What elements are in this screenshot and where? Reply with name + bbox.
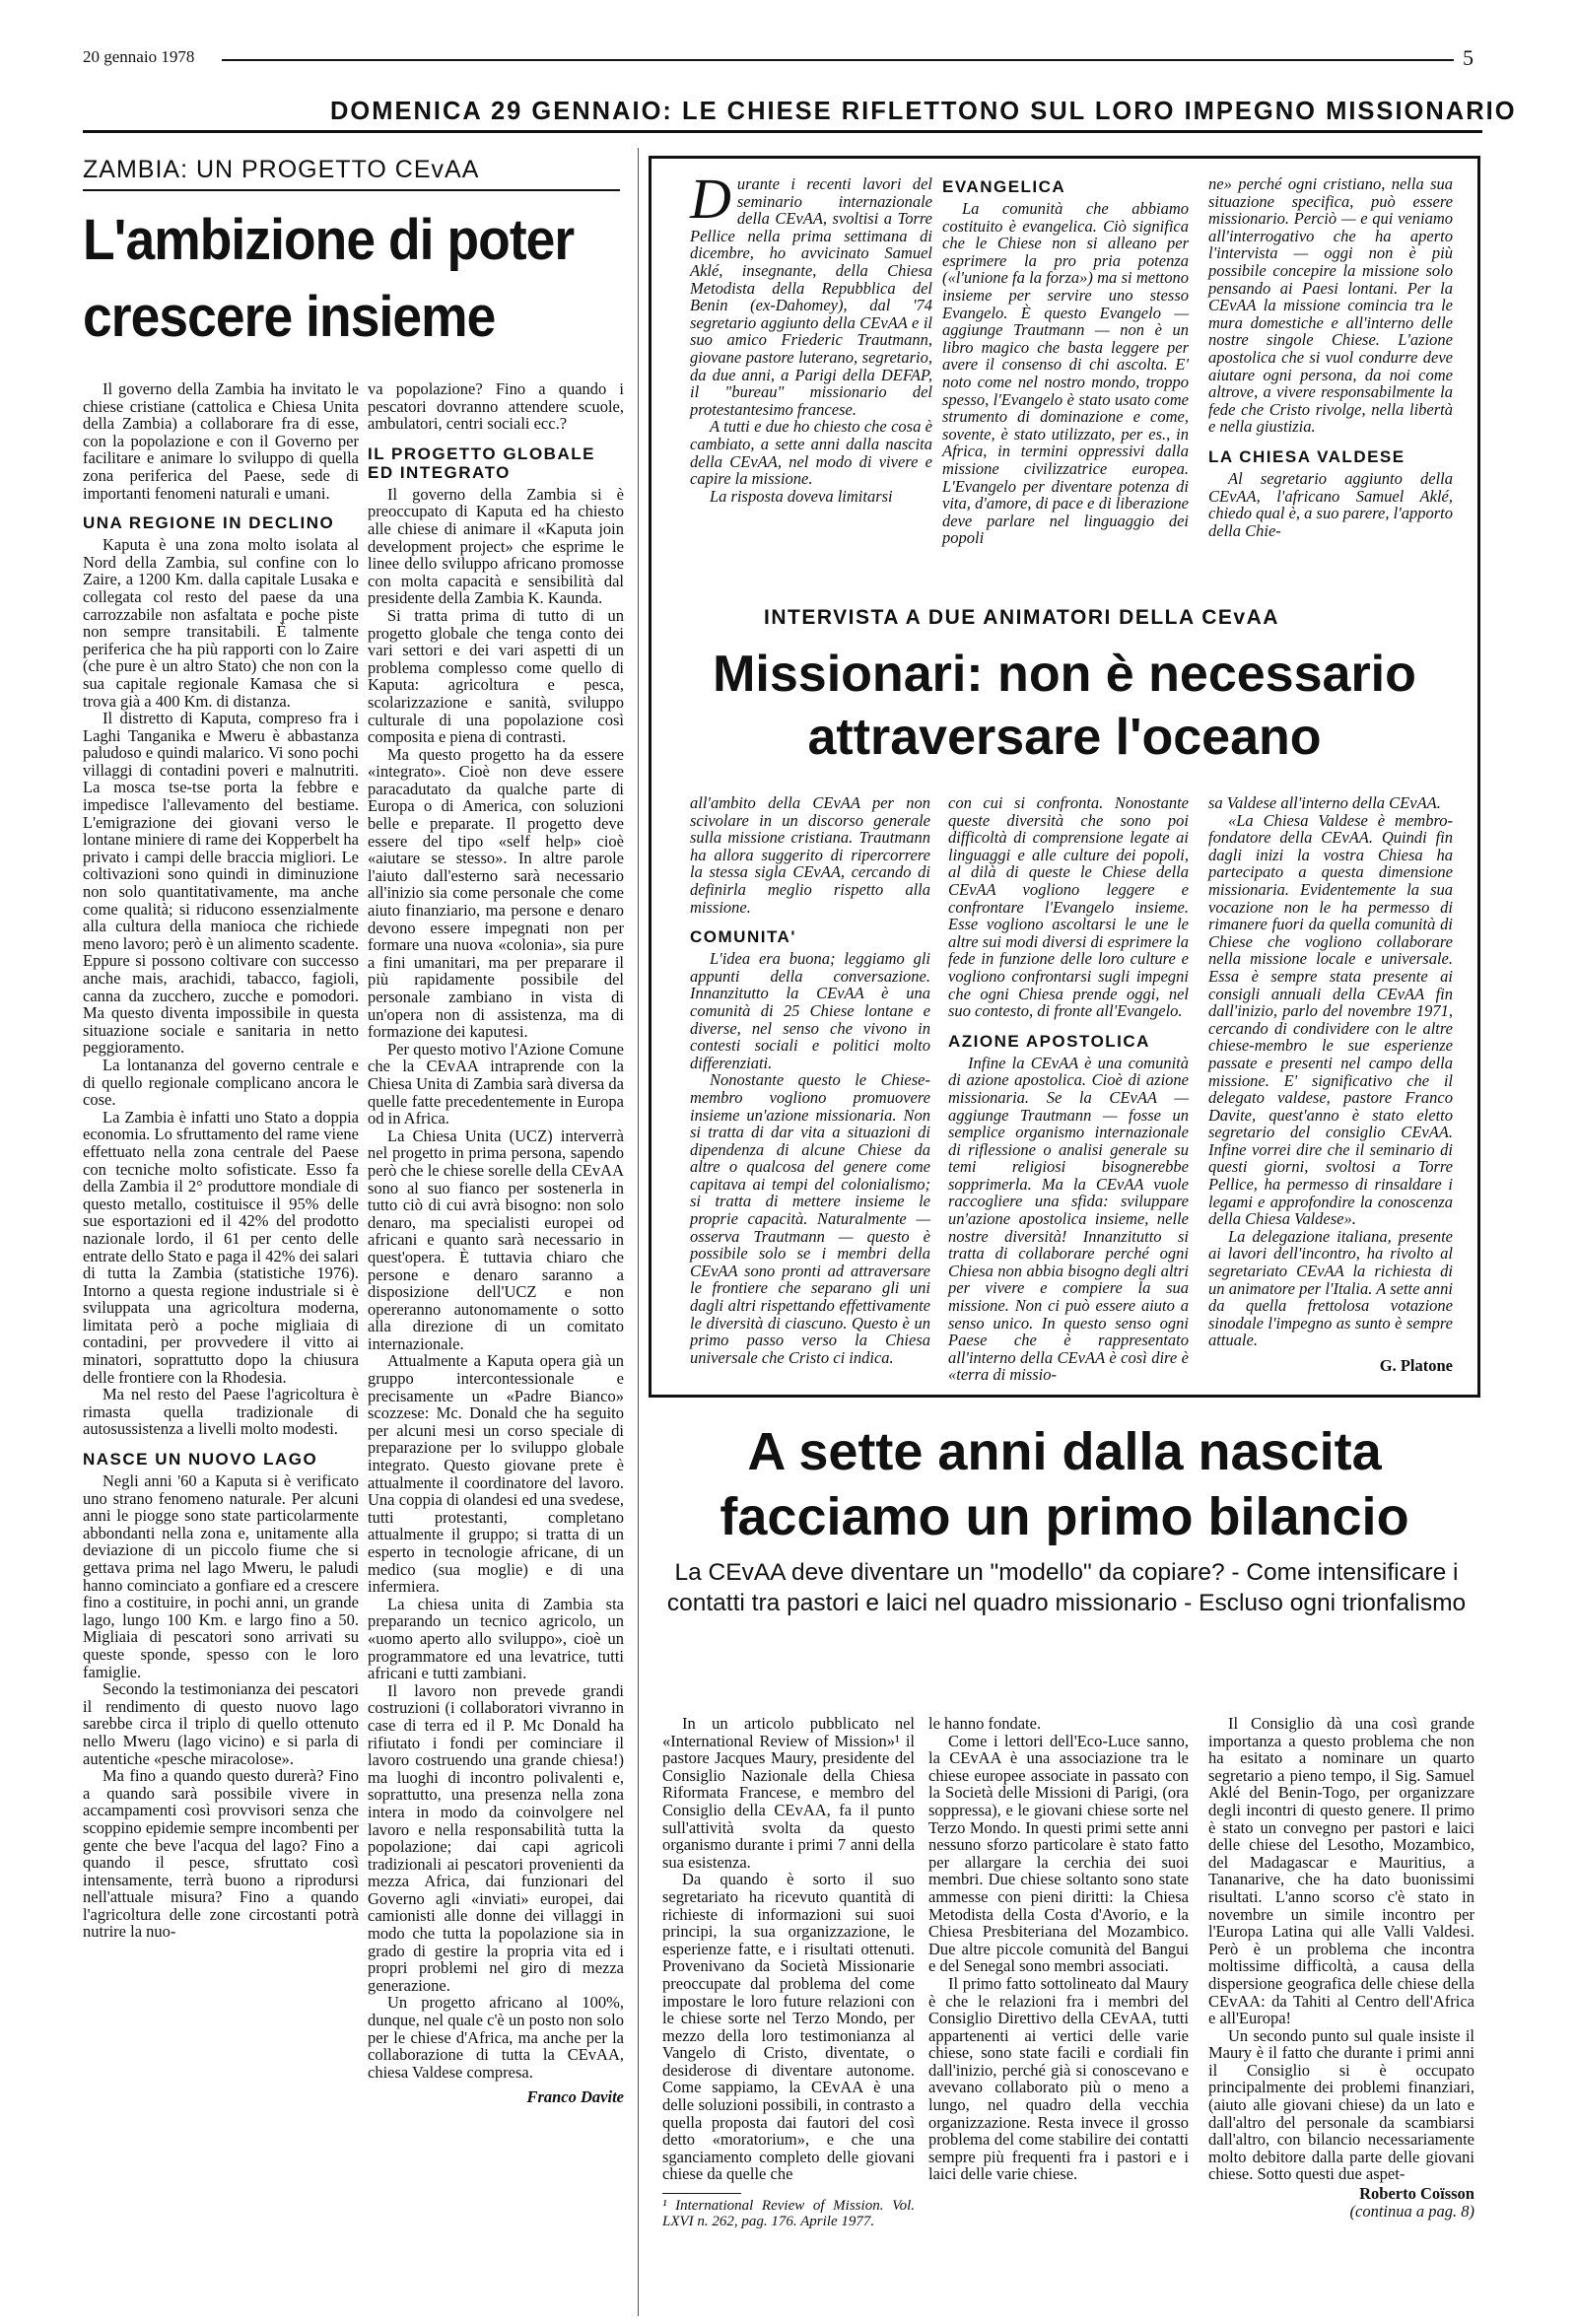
zambia-paragraph: Ma nel resto del Paese l'agricoltura è rimasta quella tradizionale di autosussistenza a livelli molto modesti. <box>83 1385 359 1439</box>
zambia-paragraph: Ma questo progetto ha da essere «integrato». Cioè non deve essere paracadutato da qualche parte di Europa o di America, con soluzioni belle e preparate. Il progetto deve essere del tipo «self help» cioè «aiutare se stesso». In altre parole l'aiuto dall'esterno sarà necessario all'inizio sia come personale che come aiuto finanziario, ma persone e denaro devono essere impegnati non per formare una nuova «colonia», sia pure a fini umanitari, ma per preparare il più rapidamente possibile del personale zambiano in vista di un'opera non di assistenza, ma di formazione dei kaputesi. <box>368 744 624 1042</box>
interview-paragraph: ne» perché ogni cristiano, nella sua situazione specifica, può essere missionario. Perciò — e qui veniamo all'interrogativo che ha aperto l'intervista — oggi non è più possibile concepire la missione solo pensando ai Paesi lontani. Per la CEvAA la missione comincia tra le mura domestiche e all'interno delle nostre singole Chiese. L'azione apostolica che si vuol condurre deve aiutare ogni persona, da noi come altrove, a vivere responsabilmente la fede che Cristo rivolge, nella libertà e nella giustizia. <box>1208 174 1453 437</box>
interview-headline-line1: Missionari: non è necessario <box>713 646 1416 703</box>
zambia-subhead-progetto: IL PROGETTO GLOBALE ED INTEGRATO <box>368 444 595 482</box>
zambia-signature: Franco Davite <box>526 2087 624 2107</box>
zambia-paragraph: Negli anni '60 a Kaputa si è verificato uno strano fenomeno naturale. Per alcuni anni le piogge sono state particolarmente abbondanti nella zona e, unitamente alla deviazione di un piccolo fiume che si gettava prima nel lago Mweru, le paludi hanno cominciato a gonfiare ed a crescere fino a costituire, in pochi anni, un grande lago, lungo 100 Km. e largo fino a 50. Migliaia di pescatori sono arrivati su queste sponde, spesso con le loro famiglie. <box>83 1471 359 1681</box>
column-divider <box>638 148 639 2316</box>
zambia-kicker-rule <box>83 189 620 191</box>
bilancio-paragraph: le hanno fondate. <box>928 1714 1042 1733</box>
zambia-headline <box>83 202 590 356</box>
interview-intro-text: urante i recenti lavori del seminario internazionale della CEvAA, svoltisi a Torre Pellice nella prima settimana di dicembre, ho avvicinato Samuel Aklé, insegnante, della Chiesa Metodista della Repubblica del Benin (ex-Dahomey), dal '74 segretario aggiunto della CEvAA e il suo amico Friederic Trautmann, giovane pastore luterano, segretario, da due anni, a Parigi della DEFAP, il "bureau" missionario del protestantesimo francese. <box>690 174 932 419</box>
interview-paragraph: all'ambito della CEvAA per non scivolare in un discorso generale sulla missione cristiana. Trautmann ha allora suggerito di ripercorrere la stessa sigla CEvAA, cercando di definirla meglio rispetto alla missione. <box>690 793 930 917</box>
interview-headline-line2: attraversare l'oceano <box>807 709 1322 766</box>
interview-subhead-comunita: COMUNITA' <box>690 927 796 947</box>
zambia-paragraph: Il lavoro non prevede grandi costruzioni (i collaboratori vivranno in case di terra ed il P. Mc Donald ha rifiutato i fondi per cominciare il lavoro costruendo una grande chiesa!) ma luoghi di incontro polivalenti e, soprattutto, una presenza nella zona intera in modo da coinvolgere nel lavoro e nella responsabilità tutta la popolazione; dai capi agricoli tradizionali ai pescatori provenienti da mezza Africa, dai funzionari del Governo agli «inviati» europei, dai camionisti alle donne dei villaggi in modo che tutta la popolazione sia in grado di gestire la propria vita ed i propri problemi nel giro di mezza generazione. <box>368 1680 624 1995</box>
interview-kicker: INTERVISTA A DUE ANIMATORI DELLA CEvAA <box>764 606 1279 629</box>
interview-headline <box>670 643 1459 769</box>
zambia-paragraph: Il distretto di Kaputa, compreso fra i Laghi Tanganika e Mweru è abbastanza paludoso e quindi malarico. Vi sono pochi villaggi di contadini poveri e malnutriti. La mosca tse-tse porta la febbre e impedisce l'allevamento del bestiame. L'emigrazione dei giovani verso le lontane miniere di rame dei Kopperbelt ha privato i campi delle braccia migliori. Le coltivazioni sono quindi in diminuzione non solo quantitativamente, ma anche come qualità; si riducono essenzialmente alla cultura della manioca che richiede meno lavoro; però è un alimento scadente. Eppure si possono coltivare con successo anche mais, arachidi, tabacco, fagioli, canna da zucchero, zucche e pomodori. Ma questo diventa impossibile in questa situazione sociale e sanitaria in netto peggioramento. <box>83 709 359 1058</box>
bilancio-headline <box>651 1419 1478 1549</box>
interview-lower-column-2 <box>948 794 1189 1384</box>
bilancio-paragraph: Il Consiglio dà una così grande importanza a questo problema che non ha esitato a nominare un quarto segretario a pieno tempo, il Sig. Samuel Aklé del Benin-Togo, per organizzare degli incontri di questo genere. Il primo è stato un convegno per pastori e laici delle chiese del Lesotho, Mozambico, del Madagascar e Mauritius, a Tananarive, che ha dato buonissimi risultati. L'anno scorso c'è stato in novembre un simile incontro per l'Europa Latina qui alle Valli Valdesi. Però è un problema che incontra moltissime difficoltà, a causa della dispersione geografica delle chiese della CEvAA: da Tahiti al Centro dell'Africa e all'Europa! <box>1208 1714 1474 2028</box>
interview-paragraph: con cui si confronta. Nonostante queste diversità che sono poi difficoltà di comprensione legate ai linguaggi e alle culture dei popoli, al dilà di queste le Chiese della CEvAA vogliono leggere e confrontare l'Evangelo insieme. Esse vogliono ascoltarsi le une le altre sui modi diversi di esprimere la fede in funzione delle loro culture e vogliono confrontarsi sugli impegni che ogni Chiesa prende oggi, nel suo contesto, di fronte all'Evangelo. <box>948 793 1189 1021</box>
interview-paragraph: La delegazione italiana, presente ai lavori dell'incontro, ha rivolto al segretariato CEvAA la richiesta di un animatore per l'Italia. A sette anni da quella frettolosa votazione sinodale l'impegno as sunto è sempre attuale. <box>1208 1226 1453 1350</box>
zambia-subhead-declino: UNA REGIONE IN DECLINO <box>83 513 335 533</box>
interview-lower-column-3 <box>1208 794 1453 1375</box>
bilancio-continuation: (continua a pag. 8) <box>1349 2201 1474 2221</box>
zambia-paragraph: Secondo la testimonianza dei pescatori il rendimento di questo nuovo lago sarebbe circa il triplo di quello ottenuto nello Mweru (lago vicino) e si parla di autentiche «pesche miracolose». <box>83 1679 359 1768</box>
interview-paragraph: sa Valdese all'interno della CEvAA. <box>1208 793 1441 812</box>
bilancio-signature: Roberto Coïsson <box>1359 2184 1474 2204</box>
zambia-paragraph: Ma fino a quando questo durerà? Fino a quando sarà possibile vivere in accampamenti così provvisori senza che scoppino epidemie sempre incombenti per gente che beve l'acqua del lago? Fino a quando il pesce, sfruttato così intensamente, terrà buono a riprodursi nell'attuale misura? Fino a quando l'agricoltura delle zone circostanti potrà nutrire la nuo- <box>83 1766 359 1942</box>
interview-paragraph: La risposta doveva limitarsi <box>710 486 893 506</box>
zambia-headline-line2: crescere insieme <box>83 285 496 349</box>
interview-lower-column-1 <box>690 794 930 1366</box>
footnote-rule <box>662 2193 741 2194</box>
interview-intro-column <box>690 167 932 506</box>
bilancio-paragraph: In un articolo pubblicato nel «International Review of Mission»¹ il pastore Jacques Maury, presidente del Consiglio Nazionale della Chiesa Riformata Francese, e membro del Consiglio della CEvAA, fa il punto sull'attività svolta da questo organismo durante i primi 7 anni della sua esistenza. <box>662 1714 915 1872</box>
banner-rule <box>83 130 1482 133</box>
banner-headline: DOMENICA 29 GENNAIO: LE CHIESE RIFLETTONO SUL LORO IMPEGNO MISSIONARIO <box>330 98 1517 125</box>
interview-evangelica-column <box>942 175 1189 547</box>
zambia-column-1 <box>83 380 359 1941</box>
zambia-paragraph: Kaputa è una zona molto isolata al Nord della Zambia, sul confine con lo Zaire, a 1200 Km. dalla capitale Lusaka e collegata col resto del paese da una carrozzabile non asfaltata e poche piste non sempre transitabili. È talmente periferica che ha più rapporti con lo Zaire (che pure è un altro Stato) che non con la sua capitale regionale Kamasa che si trova già a 400 Km. di distanza. <box>83 535 359 711</box>
interview-paragraph: Nonostante questo le Chiese-membro vogliono promuovere insieme un'azione missionaria. Non si tratta di dar vita a situazioni di dipendenza di alcune Chiese da altre o qualcosa del genere come capitava ai tempi del colonialismo; si tratta di mettere insieme le proprie capacità. Naturalmente — osserva Trautmann — questo è possibile solo se i membri della CEvAA sono pronti ad attraversare le frontiere che separano gli uni dagli altri rispettando effettivamente le diversità di ciascuno. Questo è un primo passo verso la Chiesa universale che Cristo ci indica. <box>690 1070 930 1367</box>
interview-paragraph: La comunità che abbiamo costituito è evangelica. Ciò significa che le Chiese non si alleano per esprimere la pro pria potenza («l'unione fa la forza») ma si mettono insieme per servire uno stesso Evangelo. È questo Evangelo — aggiunge Trautmann — non è un libro magico che basta leggere per avere il consenso di chi ascolta. E' noto come nel nostro mondo, troppo spesso, l'Evangelo è stato usato come strumento di dominazione e come, sovente, è stato utilizzato, per es., in Africa, in termini oppressivi dalla missione civilizzatrice europea. L'Evangelo per diventare potenza di vita, d'amore, di pace e di liberazione deve parlare nel linguaggio dei popoli <box>942 199 1189 548</box>
zambia-paragraph: va popolazione? Fino a quando i pescatori dovranno attendere scuole, ambulatori, centri sociali ecc.? <box>368 379 624 434</box>
page-date: 20 gennaio 1978 <box>83 47 195 66</box>
zambia-paragraph: Si tratta prima di tutto di un progetto globale che tenga conto dei vari settori e dei vari aspetti di un problema complesso come quello di Kaputa: agricoltura e pesca, scolarizzazione e sanità, sviluppo culturale di una popolazione così composita e piena di contrasti. <box>368 605 624 747</box>
interview-paragraph: A tutti e due ho chiesto che cosa è cambiato, a sette anni dalla nascita della CEvAA, nel modo di vivere e capire la missione. <box>690 417 932 489</box>
dropcap-letter: D <box>690 167 731 231</box>
zambia-subhead-lago: NASCE UN NUOVO LAGO <box>83 1450 318 1470</box>
bilancio-column-3 <box>1208 1715 1474 2220</box>
zambia-headline-line1: L'ambizione di poter <box>83 208 575 272</box>
interview-subhead-valdese: LA CHIESA VALDESE <box>1208 446 1406 466</box>
bilancio-paragraph: Come i lettori dell'Eco-Luce sanno, la CEvAA è una associazione tra le chiese europee associate in passato con la Società delle Missioni di Parigi, (ora soppressa), e le giovani chiese sorte nel Terzo Mondo. In questi primi sette anni nessuno sforzo particolare è stato fatto per allargare la cerchia dei suoi membri. Due chiese soltanto sono state ammesse con pieni diritti: la Chiesa Metodista della Costa d'Avorio, e la Chiesa Presbiteriana del Mozambico. Due altre piccole comunità del Bangui e del Senegal sono membri associati. <box>928 1731 1189 1976</box>
bilancio-column-2 <box>928 1715 1189 2183</box>
interview-paragraph: Al segretario aggiunto della CEvAA, l'africano Samuel Aklé, chiedo qual è, a suo parere, l'apporto della Chie- <box>1208 468 1453 540</box>
interview-paragraph: «La Chiesa Valdese è membro-fondatore della CEvAA. Quindi fin dagli inizi la vostra Chiesa ha partecipato a questa dimensione missionaria. Evidentemente la sua vocazione non le ha permesso di rimanere fuori da quella comunità di Chiese che vogliono collaborare nella missione locale e universale. Essa è sempre stata presente ai consigli annuali della CEvAA fin dall'inizio, parlo del novembre 1971, cercando di condividere con le altre chiese-membro le sue esperienze passate e presenti nel campo della missione. E' significativo che il delegato valdese, pastore Franco Davite, quest'anno è stato eletto segretario del consiglio CEvAA. Infine vorrei dire che il seminario di questi giorni, svoltosi a Torre Pellice, ha permesso di rinsaldare i legami e approfondire la conoscenza della Chiesa Valdese». <box>1208 810 1453 1229</box>
zambia-paragraph: Il governo della Zambia si è preoccupato di Kaputa ed ha chiesto alle chiese di animare il «Kaputa join development project» che esprime le linee dello sviluppo africano promosse con molta capacità e sensibilità dal presidente della Zambia K. Kaunda. <box>368 484 624 608</box>
bilancio-paragraph: Il primo fatto sottolineato dal Maury è che le relazioni fra i membri del Consiglio Direttivo della CEvAA, tutti appartenenti ai vertici delle varie chiese, sono state facili e cordiali fin dall'inizio, perché già si conoscevano e avevano collaborato più o meno a lungo, nel quadro della vecchia organizzazione. Resta invece il grosso problema del come stabilire dei contatti sempre più frequenti fra i pastori e i laici delle varie chiese. <box>928 1973 1189 2184</box>
header-rule <box>222 59 1454 61</box>
bilancio-deck: La CEvAA deve diventare un "modello" da copiare? - Come intensificare i contatti tra pastori e laici nel quadro missionario - Escluso ogni trionfalismo <box>666 1559 1467 1616</box>
zambia-paragraph: La chiesa unita di Zambia sta preparando un tecnico agricolo, un «uomo aperto allo sviluppo», cioè un programmatore ed una levatrice, tutti africani e tutti zambiani. <box>368 1594 624 1683</box>
interview-column-3 <box>1208 175 1453 539</box>
zambia-paragraph: Un progetto africano al 100%, dunque, nel quale c'è un posto non solo per le chiese d'Africa, ma anche per la collaborazione di tutta la CEvAA, chiesa Valdese compresa. <box>368 1993 624 2082</box>
bilancio-headline-line1: A sette anni dalla nascita <box>747 1422 1382 1481</box>
zambia-paragraph: Attualmente a Kaputa opera già un gruppo intercontessionale e precisamente un «Padre Bianco» scozzese: Mc. Donald che ha seguito per alcuni mesi un corso speciale di preparazione per lo sviluppo globale integrato. Questo giovane prete è attualmente il coordinatore del lavoro. Una coppia di olandesi ed una svedese, tutti protestanti, completano attualmente il gruppo; si tratta di un esperto in tecnologie africane, di un medico (sua moglie) e di una infermiera. <box>368 1351 624 1597</box>
zambia-paragraph: La Zambia è infatti uno Stato a doppia economia. Lo sfruttamento del rame viene effettuato nella zona centrale del Paese con tecniche molto sofisticate. Esso fa della Zambia il 2° produttore mondiale di questo metallo, costituisce il 95% delle sue esportazioni ed il 42% del prodotto nazionale lordo, il 61 per cento delle entrate dello Stato e paga il 42% dei salari di tutta la Zambia (statistiche 1976). Intorno a questa regione industriale si è sviluppata una agricoltura moderna, limitata però a poche migliaia di contadini, per provvedere il vitto ai minatori, soprattutto dopo la chiusura delle frontiere con la Rhodesia. <box>83 1107 359 1387</box>
bilancio-paragraph: Un secondo punto sul quale insiste il Maury è il fatto che durante i primi anni il Consiglio si è occupato principalmente dei problemi finanziari, (aiuto alle giovani chiese) da un lato e dall'altro del personale da scambiarsi dall'altro, con bilancio necessariamente molto debitore dalla parte delle giovani chiese. Sotto questi due aspet- <box>1208 2025 1474 2184</box>
interview-paragraph: Infine la CEvAA è una comunità di azione apostolica. Cioè di azione missionaria. Se la CEvAA — aggiunge Trautmann — fosse un semplice organismo internazionale di riflessione o analisi generale su temi religiosi bisognerebbe sopprimerla. Ma la CEvAA vuole raccogliere una sfida: sviluppare un'azione apostolica insieme, nelle nostre diversità! Innanzitutto si tratta di collaborare perché ogni Chiesa non abbia bisogno degli altri per vivere e compiere la sua missione. Non ci può essere aiuto a senso unico. In questo senso ogni Paese che è rappresentato all'interno della CEvAA è così dire è «terra di missio- <box>948 1053 1189 1385</box>
page-number: 5 <box>1463 45 1474 70</box>
interview-signature: G. Platone <box>1379 1356 1453 1375</box>
interview-subhead-evangelica: EVANGELICA <box>942 177 1066 196</box>
interview-intro-first-paragraph <box>690 167 932 419</box>
bilancio-column-1 <box>662 1715 915 2229</box>
zambia-paragraph: Il governo della Zambia ha invitato le chiese cristiane (cattolica e Chiesa Unita della Zambia) a collaborare fra di esse, con la popolazione e con il Governo per facilitare e animare lo sviluppo di quella zona periferica del Paese, sede di importanti fenomeni naturali e umani. <box>83 379 359 503</box>
bilancio-footnote: ¹ International Review of Mission. Vol. LXVI n. 262, pag. 176. Aprile 1977. <box>662 2198 915 2230</box>
bilancio-headline-line2: facciamo un primo bilancio <box>720 1487 1409 1546</box>
zambia-column-2 <box>368 380 624 2106</box>
zambia-kicker: ZAMBIA: UN PROGETTO CEvAA <box>83 156 480 183</box>
bilancio-paragraph: Da quando è sorto il suo segretariato ha ricevuto quantità di richieste di informazioni sui suoi principi, la sua organizzazione, le esperienze fatte, e i risultati ottenuti. Provenivano da Società Missionarie preoccupate dal problema del come impostare le loro future relazioni con le chiese sorte nel Terzo Mondo, per mezzo della loro testimonianza al Vangelo di Cristo, diventate, o desiderose di diventare autonome. Come sappiamo, la CEvAA è una delle soluzioni possibili, in contrasto a quella proposta dai fautori del così detto «moratorium», e che una sganciamento completo delle giovani chiese da quelle che <box>662 1870 915 2184</box>
interview-paragraph: L'idea era buona; leggiamo gli appunti della conversazione. Innanzitutto la CEvAA è una comunità di 25 Chiese lontane e diverse, nel senso che vivono in contesti sociali e politici molto differenziati. <box>690 949 930 1072</box>
interview-subhead-apostolica: AZIONE APOSTOLICA <box>948 1031 1150 1051</box>
zambia-paragraph: La Chiesa Unita (UCZ) interverrà nel progetto in prima persona, sapendo però che le chiese sorelle della CEvAA sono al suo fianco per sostenerla in tutto ciò di cui avrà bisogno: non solo denaro, ma specialisti europei od africani e quanto sarà necessario in quest'opera. È tuttavia chiaro che persone e denaro saranno a disposizione dell'UCZ e non opereranno autonomamente o sotto alla direzione di un comitato internazionale. <box>368 1126 624 1353</box>
zambia-paragraph: Per questo motivo l'Azione Comune che la CEvAA intraprende con la Chiesa Unita di Zambia sarà diversa da quelle fatte precedentemente in Europa od in Africa. <box>368 1039 624 1128</box>
zambia-paragraph: La lontananza del governo centrale e di quello regionale complicano ancora le cose. <box>83 1055 359 1110</box>
